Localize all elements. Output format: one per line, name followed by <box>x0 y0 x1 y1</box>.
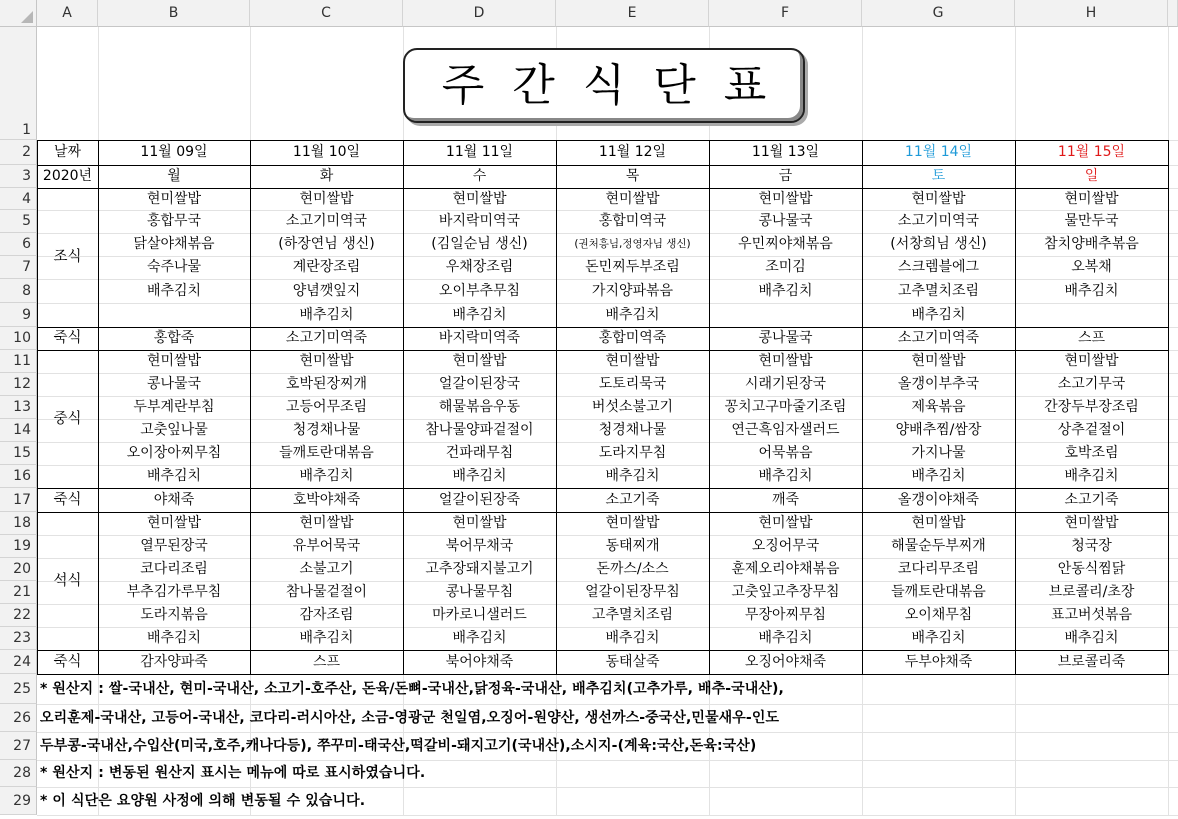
weekday-cell[interactable]: 금 <box>778 168 793 184</box>
row-header-18[interactable]: 18 <box>0 512 37 535</box>
menu-cell[interactable]: 돈민찌두부조림 <box>585 259 680 275</box>
menu-cell[interactable]: 감자조림 <box>299 607 354 623</box>
menu-cell[interactable]: 들깨토란대볶음 <box>891 584 986 600</box>
row-header-22[interactable]: 22 <box>0 604 37 627</box>
menu-cell[interactable]: (김일순님 생신) <box>431 236 528 252</box>
row-header-4[interactable]: 4 <box>0 188 37 210</box>
menu-cell[interactable]: 고추멸치조림 <box>897 283 980 299</box>
menu-cell[interactable]: 참치양배추볶음 <box>1044 236 1139 252</box>
menu-cell[interactable] <box>98 303 250 327</box>
porridge-cell[interactable]: 스프 <box>1077 330 1106 346</box>
porridge-cell[interactable]: 브로콜리죽 <box>1057 654 1126 670</box>
note-line[interactable]: * 이 식단은 요양원 사정에 의해 변동될 수 있습니다. <box>40 793 366 809</box>
menu-cell[interactable]: 어묵볶음 <box>758 445 813 461</box>
menu-cell[interactable]: (서창희님 생신) <box>890 236 987 252</box>
porridge-cell[interactable]: 호박야채죽 <box>292 492 361 508</box>
menu-cell[interactable]: 현미쌀밥 <box>299 353 354 369</box>
menu-cell[interactable]: 바지락미역국 <box>438 213 521 229</box>
date-cell[interactable]: 11월 12일 <box>598 144 667 160</box>
menu-cell[interactable]: 배추김치 <box>605 630 660 646</box>
row-header-27[interactable]: 27 <box>0 732 37 760</box>
menu-cell[interactable]: 배추김치 <box>452 307 507 323</box>
date-label[interactable]: 날짜 <box>53 144 82 160</box>
menu-cell[interactable]: 현미쌀밥 <box>299 515 354 531</box>
row-header-5[interactable]: 5 <box>0 210 37 233</box>
porridge-cell[interactable]: 감자양파죽 <box>140 654 208 670</box>
porridge-cell[interactable]: 소고기죽 <box>605 492 660 508</box>
menu-cell[interactable]: 얼갈이된장무침 <box>585 584 680 600</box>
menu-cell[interactable]: 코다리무조림 <box>897 561 980 577</box>
menu-cell[interactable]: 콩나물국 <box>758 213 813 229</box>
weekday-cell[interactable]: 일 <box>1084 168 1099 184</box>
menu-cell[interactable]: 호박된장찌개 <box>285 376 368 392</box>
porridge-cell[interactable]: 바지락미역죽 <box>438 330 521 346</box>
row-header-25[interactable]: 25 <box>0 674 37 704</box>
weekday-cell[interactable]: 화 <box>319 168 334 184</box>
menu-cell[interactable]: 현미쌀밥 <box>911 515 966 531</box>
menu-cell[interactable]: 오징어무국 <box>751 538 820 554</box>
menu-cell[interactable]: 시래기된장국 <box>744 376 827 392</box>
menu-cell[interactable]: 유부어묵국 <box>292 538 361 554</box>
menu-cell[interactable]: 참나물양파겉절이 <box>425 422 534 438</box>
menu-cell[interactable]: 건파래무침 <box>445 445 514 461</box>
menu-cell[interactable]: 들깨토란대볶음 <box>279 445 374 461</box>
menu-cell[interactable]: 돈까스/소스 <box>596 561 669 577</box>
menu-cell[interactable]: 스크렘블에그 <box>897 259 980 275</box>
date-cell[interactable]: 11월 09일 <box>140 144 208 160</box>
porridge-cell[interactable]: 콩나물국 <box>758 330 813 346</box>
menu-cell[interactable]: 코다리조림 <box>140 561 208 577</box>
date-cell[interactable]: 11월 11일 <box>445 144 514 160</box>
menu-cell[interactable]: 배추김치 <box>299 307 354 323</box>
menu-cell[interactable]: 고추멸치조림 <box>591 607 674 623</box>
porridge-cell[interactable]: 스프 <box>312 654 341 670</box>
menu-cell[interactable]: 북어무채국 <box>445 538 514 554</box>
menu-cell[interactable]: 마카로니샐러드 <box>432 607 527 623</box>
menu-cell[interactable]: 현미쌀밥 <box>605 191 660 207</box>
menu-cell[interactable]: 배추김치 <box>758 283 813 299</box>
menu-cell[interactable]: 현미쌀밥 <box>1064 191 1119 207</box>
menu-cell[interactable]: 콩나물무침 <box>445 584 514 600</box>
row-header-7[interactable]: 7 <box>0 256 37 279</box>
meal-label-porridge[interactable]: 죽식 <box>53 330 82 346</box>
menu-cell[interactable]: 배추김치 <box>605 468 660 484</box>
menu-cell[interactable]: 현미쌀밥 <box>758 515 813 531</box>
menu-cell[interactable] <box>1015 303 1168 327</box>
column-header-extra <box>1168 0 1178 27</box>
menu-cell[interactable]: 현미쌀밥 <box>146 515 202 531</box>
porridge-cell[interactable]: 소고기미역죽 <box>285 330 368 346</box>
weekday-cell[interactable]: 수 <box>472 168 487 184</box>
row-header-8[interactable]: 8 <box>0 279 37 303</box>
porridge-cell[interactable]: 소고기죽 <box>1064 492 1119 508</box>
porridge-cell[interactable]: 홍합미역죽 <box>598 330 667 346</box>
menu-cell[interactable]: 호박조림 <box>1064 445 1119 461</box>
menu-cell[interactable]: 현미쌀밥 <box>452 191 507 207</box>
menu-cell[interactable]: 배추김치 <box>758 468 813 484</box>
date-cell[interactable]: 11월 10일 <box>292 144 361 160</box>
menu-cell[interactable]: 부추김가루무침 <box>126 584 222 600</box>
menu-cell[interactable]: 우채장조림 <box>445 259 514 275</box>
row-header-6[interactable]: 6 <box>0 233 37 256</box>
menu-cell[interactable]: 고추장돼지불고기 <box>425 561 534 577</box>
menu-cell[interactable]: 배추김치 <box>146 630 202 646</box>
menu-cell[interactable]: 오이장아찌무침 <box>126 445 222 461</box>
menu-cell[interactable]: 배추김치 <box>299 630 354 646</box>
porridge-cell[interactable]: 북어야채죽 <box>445 654 514 670</box>
menu-cell[interactable]: 청경채나물 <box>598 422 667 438</box>
menu-cell[interactable]: 소불고기 <box>299 561 354 577</box>
menu-cell[interactable]: 양배추찜/쌈장 <box>895 422 982 438</box>
meal-label-dinner[interactable]: 석식 <box>53 573 82 589</box>
menu-cell[interactable]: 오복채 <box>1071 259 1112 275</box>
porridge-cell[interactable]: 얼갈이된장죽 <box>438 492 521 508</box>
row-header-3[interactable]: 3 <box>0 165 37 188</box>
menu-cell[interactable]: 청국장 <box>1071 538 1112 554</box>
menu-cell[interactable]: 콩나물국 <box>146 376 202 392</box>
menu-cell[interactable]: 브로콜리/초장 <box>1048 584 1135 600</box>
porridge-cell[interactable]: 올갱이야채죽 <box>897 492 980 508</box>
row-header-17[interactable]: 17 <box>0 488 37 512</box>
menu-cell[interactable]: 상추겉절이 <box>1057 422 1126 438</box>
menu-cell[interactable]: 현미쌀밥 <box>758 353 813 369</box>
menu-cell[interactable]: 현미쌀밥 <box>911 353 966 369</box>
menu-cell[interactable]: 현미쌀밥 <box>452 353 507 369</box>
menu-cell[interactable]: 해물순두부찌개 <box>891 538 986 554</box>
menu-cell[interactable]: 열무된장국 <box>140 538 208 554</box>
porridge-cell[interactable]: 깨죽 <box>771 492 800 508</box>
menu-cell[interactable]: 현미쌀밥 <box>1064 353 1119 369</box>
porridge-cell[interactable]: 홍합죽 <box>153 330 195 346</box>
menu-cell[interactable]: 계란장조림 <box>292 259 361 275</box>
porridge-cell[interactable]: 소고기미역죽 <box>897 330 980 346</box>
row-header-2[interactable]: 2 <box>0 140 37 165</box>
menu-cell[interactable]: 고등어무조림 <box>285 399 368 415</box>
menu-cell[interactable]: 해물볶음우동 <box>438 399 521 415</box>
menu-cell[interactable]: 조미김 <box>765 259 806 275</box>
menu-cell[interactable]: 현미쌀밥 <box>911 191 966 207</box>
menu-cell[interactable]: 무장아찌무침 <box>744 607 827 623</box>
note-line[interactable]: * 원산지 : 변동된 원산지 표시는 메뉴에 따로 표시하였습니다. <box>40 765 426 781</box>
menu-cell[interactable]: 도토리묵국 <box>598 376 667 392</box>
menu-cell[interactable]: 가지양파볶음 <box>591 283 674 299</box>
column-header-a[interactable]: A <box>37 0 98 27</box>
menu-cell[interactable]: 참나물겉절이 <box>285 584 368 600</box>
menu-cell[interactable]: 가지나물 <box>911 445 966 461</box>
meal-label-porridge[interactable]: 죽식 <box>53 492 82 508</box>
menu-cell[interactable]: 배추김치 <box>1064 283 1119 299</box>
row-header-29[interactable]: 29 <box>0 787 37 815</box>
menu-cell[interactable]: 배추김치 <box>911 630 966 646</box>
menu-cell[interactable]: (하장연님 생신) <box>278 236 375 252</box>
column-header-h[interactable]: H <box>1015 0 1168 27</box>
row-header-24[interactable]: 24 <box>0 650 37 674</box>
menu-cell[interactable]: 고춧잎고추장무침 <box>731 584 840 600</box>
row-header-21[interactable]: 21 <box>0 581 37 604</box>
menu-cell[interactable]: 올갱이부추국 <box>897 376 980 392</box>
date-cell[interactable]: 11월 15일 <box>1057 144 1126 160</box>
row-header-23[interactable]: 23 <box>0 627 37 650</box>
table-border <box>1168 140 1169 674</box>
column-header-f[interactable]: F <box>709 0 862 27</box>
row-header-13[interactable]: 13 <box>0 396 37 419</box>
menu-cell[interactable]: 숙주나물 <box>146 259 202 275</box>
menu-cell[interactable]: 얼갈이된장국 <box>438 376 521 392</box>
porridge-cell[interactable]: 동태살죽 <box>605 654 660 670</box>
menu-cell[interactable]: 홍합미역국 <box>598 213 667 229</box>
menu-cell[interactable]: 현미쌀밥 <box>146 353 202 369</box>
menu-cell[interactable]: 배추김치 <box>299 468 354 484</box>
menu-cell[interactable]: 도라지무침 <box>598 445 667 461</box>
year-label[interactable]: 2020년 <box>42 168 93 184</box>
porridge-cell[interactable]: 두부야채죽 <box>904 654 973 670</box>
menu-cell[interactable]: 오이채무침 <box>904 607 973 623</box>
weekday-cell[interactable]: 토 <box>931 168 946 184</box>
menu-cell[interactable]: 소고기미역국 <box>897 213 980 229</box>
column-header-c[interactable]: C <box>250 0 403 27</box>
row-header-1[interactable]: 1 <box>0 27 37 140</box>
select-all-corner[interactable] <box>0 0 37 27</box>
menu-cell[interactable]: 현미쌀밥 <box>146 191 202 207</box>
menu-cell[interactable]: 두부계란부침 <box>133 399 215 415</box>
menu-cell[interactable] <box>709 303 862 327</box>
note-line[interactable]: 오리훈제-국내산, 고등어-국내산, 코다리-러시아산, 소금-영광군 천일염,오징어-원양산, 생선까스-중국산,민물새우-인도 <box>40 710 780 726</box>
porridge-cell[interactable]: 야채죽 <box>153 492 195 508</box>
row-header-28[interactable]: 28 <box>0 760 37 787</box>
menu-cell[interactable]: 배추김치 <box>911 468 966 484</box>
row-header-26[interactable]: 26 <box>0 704 37 732</box>
menu-cell[interactable]: 배추김치 <box>605 307 660 323</box>
menu-cell[interactable]: 닭살야채볶음 <box>133 236 215 252</box>
menu-cell[interactable]: 제육볶음 <box>911 399 966 415</box>
menu-cell[interactable]: 배추김치 <box>452 630 507 646</box>
menu-cell[interactable]: 배추김치 <box>146 468 202 484</box>
note-line[interactable]: * 원산지 : 쌀-국내산, 현미-국내산, 소고기-호주산, 돈육/돈뼈-국내산,닭정육-국내산, 배추김치(고추가루, 배추-국내산), <box>40 681 784 697</box>
meal-label-lunch[interactable]: 중식 <box>53 411 82 427</box>
date-cell[interactable]: 11월 13일 <box>751 144 820 160</box>
page-title: 주간식단표 <box>403 48 805 123</box>
menu-cell[interactable]: 간장두부장조림 <box>1044 399 1139 415</box>
row-header-12[interactable]: 12 <box>0 373 37 396</box>
menu-cell[interactable]: 청경채나물 <box>292 422 361 438</box>
menu-cell[interactable]: 안동식찜닭 <box>1057 561 1126 577</box>
menu-cell[interactable]: 배추김치 <box>911 307 966 323</box>
menu-cell[interactable]: 소고기무국 <box>1057 376 1126 392</box>
row-header-19[interactable]: 19 <box>0 535 37 558</box>
menu-cell[interactable]: 홍합무국 <box>146 213 202 229</box>
menu-cell[interactable]: 도라지볶음 <box>140 607 208 623</box>
menu-cell[interactable]: (권처흥님,정영자님 생신) <box>574 238 691 250</box>
column-header-b[interactable]: B <box>98 0 250 27</box>
menu-cell[interactable]: 배추김치 <box>452 468 507 484</box>
weekday-cell[interactable]: 목 <box>625 168 640 184</box>
menu-cell[interactable]: 소고기미역국 <box>285 213 368 229</box>
menu-cell[interactable]: 배추김치 <box>1064 630 1119 646</box>
menu-cell[interactable]: 현미쌀밥 <box>1064 515 1119 531</box>
column-header-e[interactable]: E <box>556 0 709 27</box>
date-cell[interactable]: 11월 14일 <box>904 144 973 160</box>
meal-label-porridge[interactable]: 죽식 <box>53 654 82 670</box>
menu-cell[interactable]: 양념깻잎지 <box>292 283 361 299</box>
gridline-row <box>37 815 1178 816</box>
weekday-cell[interactable]: 월 <box>167 168 181 184</box>
row-header-10[interactable]: 10 <box>0 327 37 350</box>
menu-cell[interactable]: 버섯소불고기 <box>591 399 674 415</box>
menu-cell[interactable]: 훈제오리야채볶음 <box>731 561 840 577</box>
menu-cell[interactable]: 현미쌀밥 <box>299 191 354 207</box>
menu-cell[interactable]: 현미쌀밥 <box>452 515 507 531</box>
row-header-15[interactable]: 15 <box>0 442 37 465</box>
menu-cell[interactable]: 배추김치 <box>758 630 813 646</box>
menu-cell[interactable]: 연근흑임자샐러드 <box>731 422 840 438</box>
meal-label-breakfast[interactable]: 조식 <box>53 249 82 265</box>
column-header-d[interactable]: D <box>403 0 556 27</box>
row-header-11[interactable]: 11 <box>0 350 37 373</box>
porridge-cell[interactable]: 오징어야채죽 <box>744 654 827 670</box>
menu-cell[interactable]: 오이부추무침 <box>438 283 521 299</box>
menu-cell[interactable]: 현미쌀밥 <box>758 191 813 207</box>
row-header-9[interactable]: 9 <box>0 303 37 327</box>
menu-cell[interactable]: 고춧잎나물 <box>140 422 208 438</box>
menu-cell[interactable]: 배추김치 <box>1064 468 1119 484</box>
row-header-14[interactable]: 14 <box>0 419 37 442</box>
menu-cell[interactable]: 현미쌀밥 <box>605 515 660 531</box>
column-header-g[interactable]: G <box>862 0 1015 27</box>
menu-cell[interactable]: 현미쌀밥 <box>605 353 660 369</box>
menu-cell[interactable]: 우민찌야채볶음 <box>738 236 833 252</box>
menu-cell[interactable]: 표고버섯볶음 <box>1050 607 1133 623</box>
row-header-20[interactable]: 20 <box>0 558 37 581</box>
menu-cell[interactable]: 배추김치 <box>146 283 202 299</box>
menu-cell[interactable]: 꽁치고구마줄기조림 <box>724 399 847 415</box>
menu-cell[interactable]: 물만두국 <box>1064 213 1119 229</box>
row-header-16[interactable]: 16 <box>0 465 37 488</box>
note-line[interactable]: 두부콩-국내산,수입산(미국,호주,캐나다등), 쭈꾸미-태국산,떡갈비-돼지고기(국내산),소시지-(계육:국산,돈육:국산) <box>40 738 757 754</box>
menu-cell[interactable]: 동태찌개 <box>605 538 660 554</box>
